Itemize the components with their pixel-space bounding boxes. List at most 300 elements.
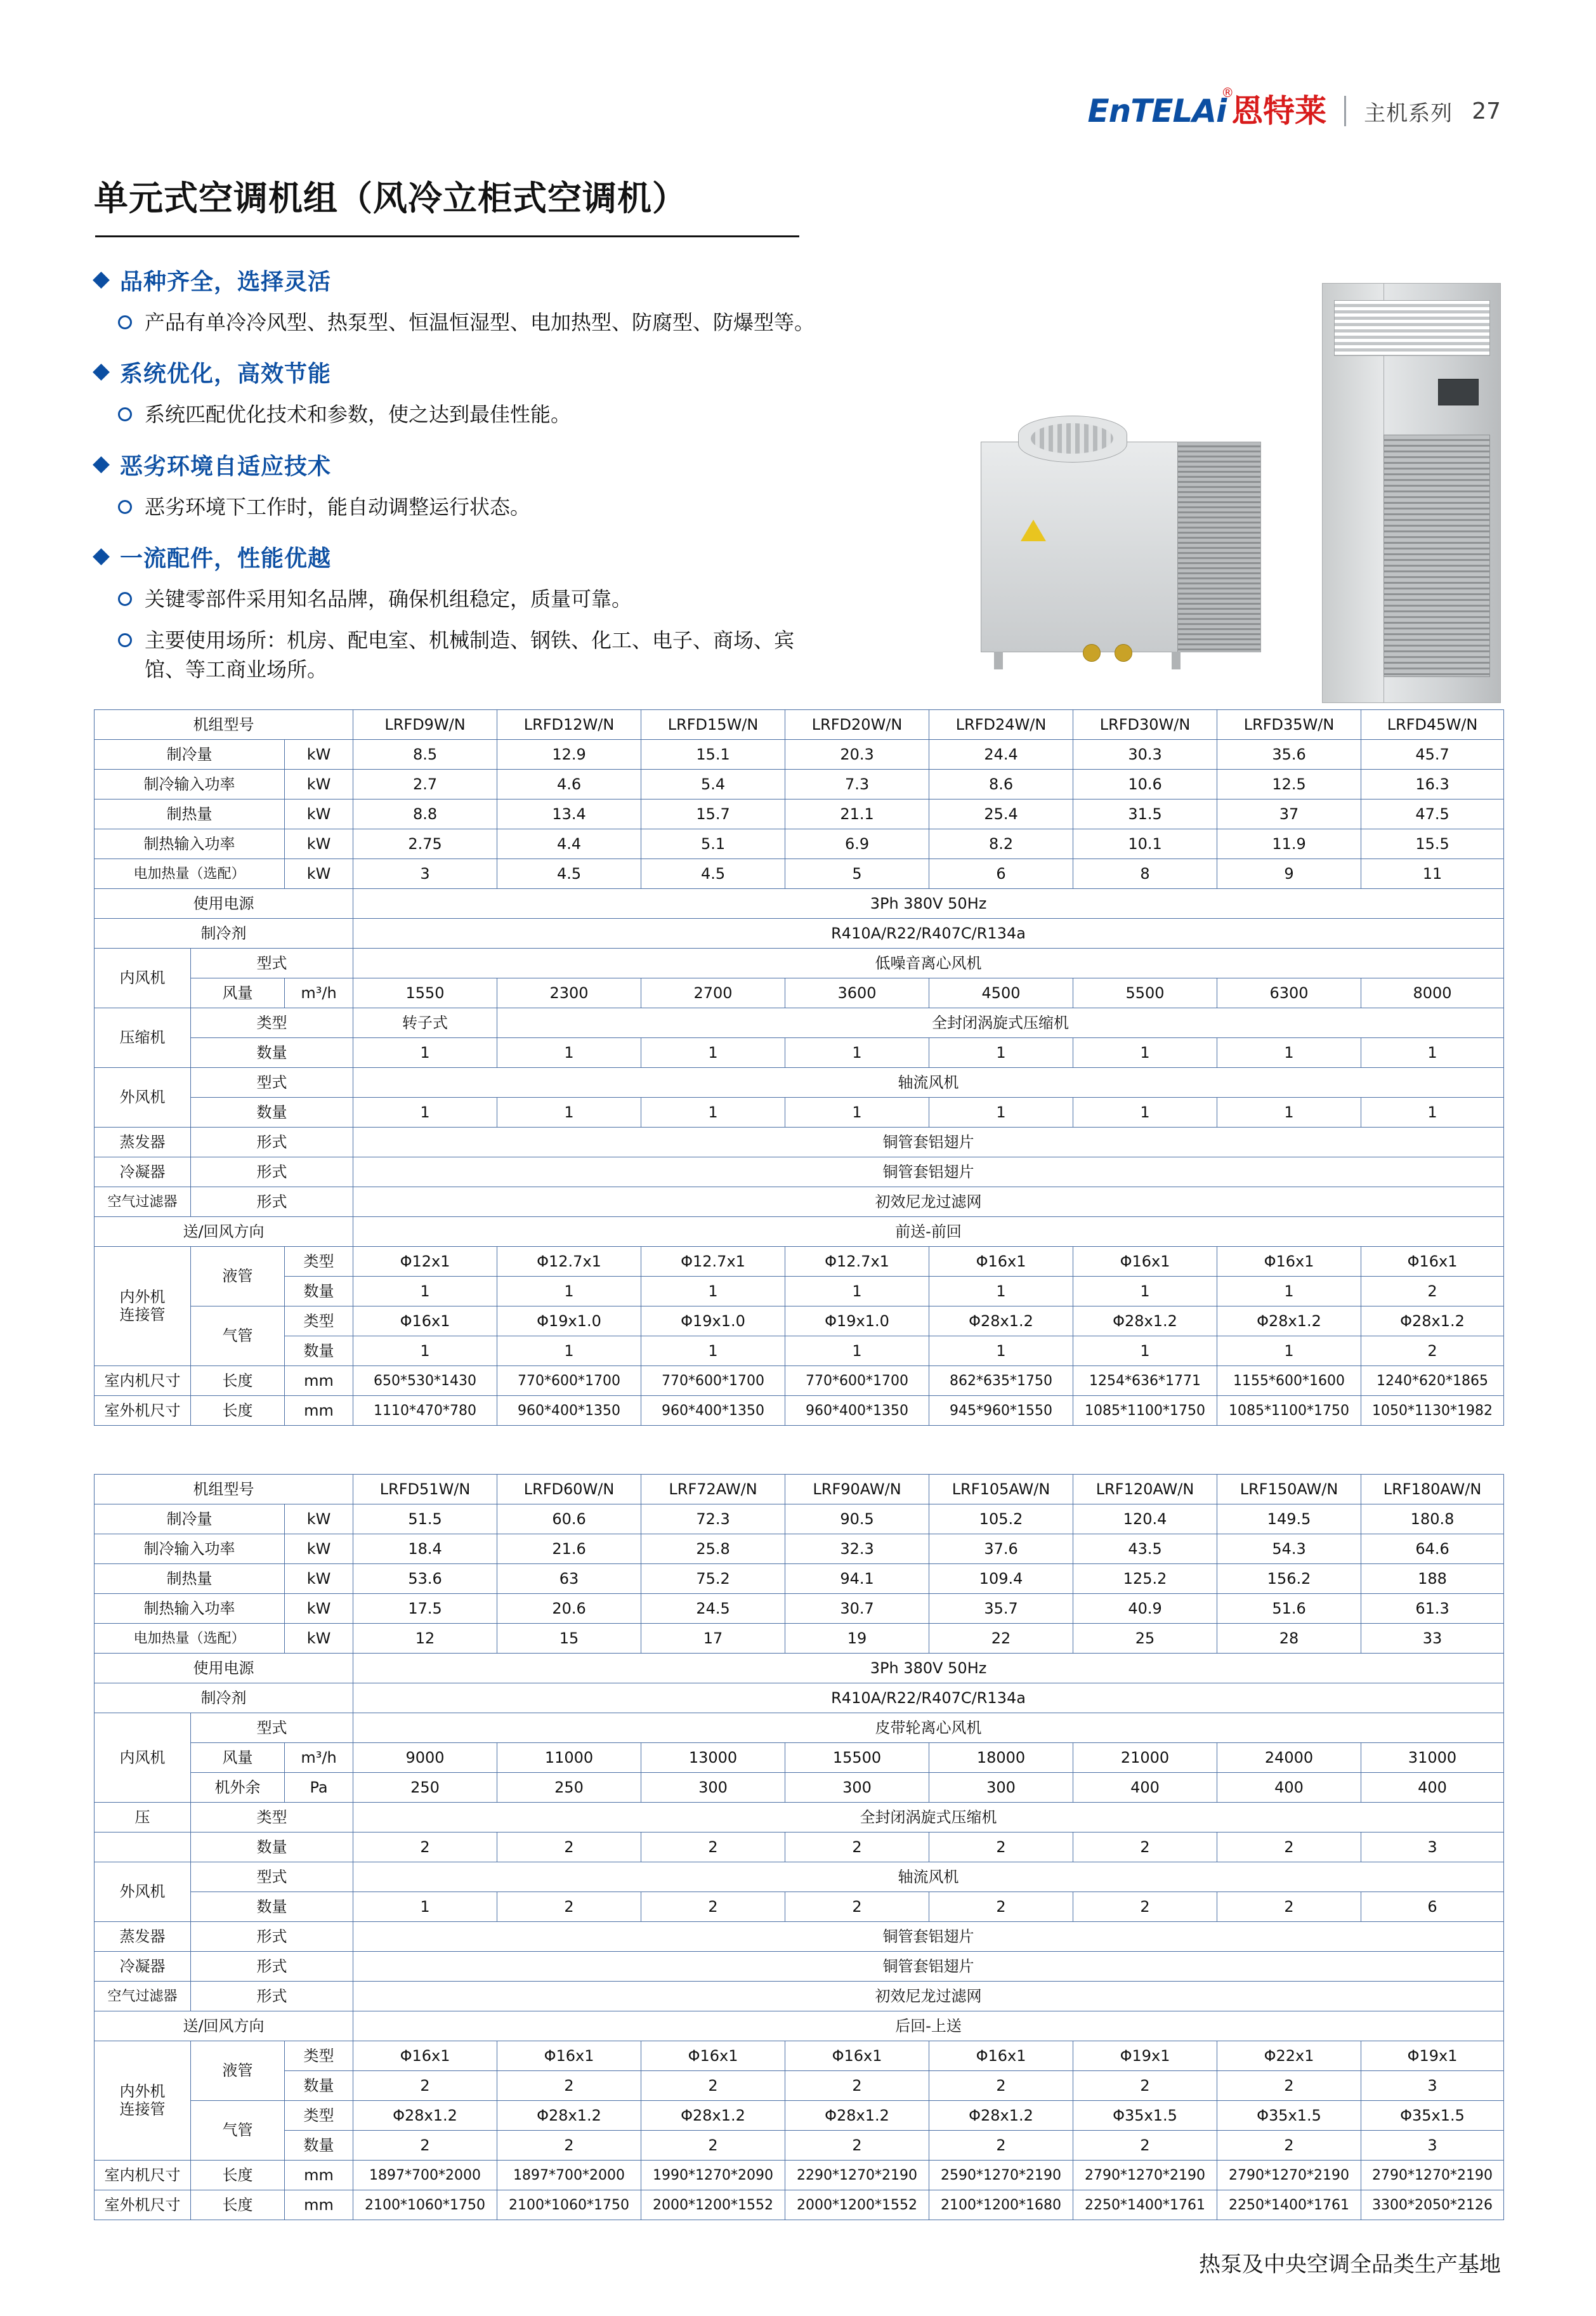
diamond-bullet-icon — [93, 548, 110, 565]
data-cell: 4.6 — [497, 770, 641, 799]
data-cell: 2 — [785, 1892, 929, 1922]
row-label: 长度 — [191, 2161, 285, 2190]
data-cell: 25.4 — [929, 799, 1073, 829]
row-unit: kW — [285, 1594, 353, 1624]
group-label: 室内机尺寸 — [95, 2161, 191, 2190]
feature-item — [118, 308, 983, 337]
table-row-gas-type — [95, 1306, 1504, 1336]
model-cell: LRFD45W/N — [1361, 710, 1504, 740]
data-cell: 2790*1270*2190 — [1217, 2161, 1361, 2190]
table-row-indoor-size — [95, 2161, 1504, 2190]
feature-item-text: 主要使用场所：机房、配电室、机械制造、钢铁、化工、电子、商场、宾馆、等工商业场所。 — [145, 628, 795, 681]
row-unit: mm — [285, 2190, 353, 2220]
table-row-condenser — [95, 1952, 1504, 1982]
feature-item-text: 关键零部件采用知名品牌，确保机组稳定，质量可靠。 — [145, 587, 632, 612]
data-cell: 1 — [641, 1038, 785, 1068]
data-cell: Φ16x1 — [641, 2041, 785, 2071]
model-cell: LRFD30W/N — [1073, 710, 1217, 740]
data-cell: 45.7 — [1361, 740, 1504, 770]
data-cell: 2 — [1361, 1336, 1504, 1366]
group-label-line2: 连接管 — [119, 1305, 166, 1324]
data-cell: 15500 — [785, 1743, 929, 1773]
row-label: 使用电源 — [95, 1654, 353, 1683]
data-cell: 105.2 — [929, 1504, 1073, 1534]
outdoor-condenser-fins — [1177, 442, 1260, 652]
indoor-unit-control-panel — [1438, 379, 1479, 405]
data-cell: 400 — [1361, 1773, 1504, 1803]
data-cell: 25 — [1073, 1624, 1217, 1654]
table-row-outdoorfan-type — [95, 1068, 1504, 1098]
data-cell: 1 — [641, 1336, 785, 1366]
data-cell: 300 — [929, 1773, 1073, 1803]
data-cell: 1 — [785, 1038, 929, 1068]
data-cell: Φ16x1 — [1073, 1247, 1217, 1277]
data-cell: Φ12x1 — [353, 1247, 497, 1277]
data-cell: 5.1 — [641, 829, 785, 859]
data-cell: 8.8 — [353, 799, 497, 829]
data-cell: 2590*1270*2190 — [929, 2161, 1073, 2190]
data-cell: 400 — [1073, 1773, 1217, 1803]
table-row-airdir — [95, 1217, 1504, 1247]
data-cell: 20.3 — [785, 740, 929, 770]
indoor-unit-louver — [1334, 300, 1490, 356]
data-cell: 2 — [1217, 2071, 1361, 2101]
table-row-refrigerant — [95, 1683, 1504, 1713]
data-cell: Φ35x1.5 — [1073, 2101, 1217, 2131]
data-cell: 15.7 — [641, 799, 785, 829]
page-number: 27 — [1472, 98, 1501, 124]
group-label-line1: 内外机 — [119, 1288, 166, 1306]
data-cell: Φ16x1 — [497, 2041, 641, 2071]
row-unit: kW — [285, 740, 353, 770]
data-cell: 1 — [497, 1277, 641, 1306]
data-cell: 8.2 — [929, 829, 1073, 859]
data-cell: 770*600*1700 — [785, 1366, 929, 1396]
data-cell: 1 — [1217, 1038, 1361, 1068]
page-title: 单元式空调机组（风冷立柜式空调机） — [94, 178, 687, 218]
data-cell: 2 — [497, 2131, 641, 2161]
data-cell: 15.5 — [1361, 829, 1504, 859]
data-cell: 11.9 — [1217, 829, 1361, 859]
data-cell: 3Ph 380V 50Hz — [353, 889, 1504, 919]
row-label: 制冷剂 — [95, 919, 353, 949]
data-cell: 2 — [1217, 1892, 1361, 1922]
row-unit: m³/h — [285, 1743, 353, 1773]
row-label: 数量 — [191, 1038, 353, 1068]
data-cell: 90.5 — [785, 1504, 929, 1534]
feature-heading-1 — [95, 264, 983, 296]
row-label: 形式 — [191, 1157, 353, 1187]
circle-bullet-icon — [118, 633, 132, 647]
feature-item-text: 恶劣环境下工作时，能自动调整运行状态。 — [145, 494, 531, 519]
data-cell: 1 — [929, 1336, 1073, 1366]
data-cell: 188 — [1361, 1564, 1504, 1594]
content-area — [0, 264, 1596, 684]
table-row — [95, 1564, 1504, 1594]
group-label: 压缩机 — [95, 1008, 191, 1068]
feature-heading-4 — [95, 541, 983, 573]
feature-item — [118, 492, 983, 522]
data-cell: 铜管套铝翅片 — [353, 1952, 1504, 1982]
data-cell: 2 — [785, 2131, 929, 2161]
data-cell: Φ22x1 — [1217, 2041, 1361, 2071]
data-cell: 2 — [929, 2131, 1073, 2161]
data-cell: Φ16x1 — [929, 1247, 1073, 1277]
data-cell: 2100*1200*1680 — [929, 2190, 1073, 2220]
data-cell: 2 — [1073, 2131, 1217, 2161]
data-cell: 12.5 — [1217, 770, 1361, 799]
table-row-compressor-type — [95, 1008, 1504, 1038]
group-label: 蒸发器 — [95, 1922, 191, 1952]
data-cell: Φ16x1 — [353, 2041, 497, 2071]
data-cell: 1990*1270*2090 — [641, 2161, 785, 2190]
table-row-compressor-qty — [95, 1038, 1504, 1068]
table-row-outdoorfan-qty — [95, 1098, 1504, 1128]
data-cell: 24000 — [1217, 1743, 1361, 1773]
data-cell: 轴流风机 — [353, 1068, 1504, 1098]
data-cell: 2 — [929, 2071, 1073, 2101]
row-label: 制冷量 — [95, 1504, 285, 1534]
data-cell: 11 — [1361, 859, 1504, 889]
row-label: 形式 — [191, 1128, 353, 1157]
circle-bullet-icon — [118, 500, 132, 514]
model-label: 机组型号 — [95, 710, 353, 740]
model-cell: LRF150AW/N — [1217, 1475, 1361, 1504]
table-row-indoorfan-type — [95, 949, 1504, 978]
row-label: 类型 — [285, 1306, 353, 1336]
model-cell: LRFD60W/N — [497, 1475, 641, 1504]
data-cell: 2 — [1361, 1277, 1504, 1306]
spec-table-1 — [94, 709, 1504, 1426]
data-cell: Φ19x1.0 — [785, 1306, 929, 1336]
table-row-gas-qty — [95, 1336, 1504, 1366]
row-label: 制热量 — [95, 1564, 285, 1594]
data-cell: 945*960*1550 — [929, 1396, 1073, 1426]
data-cell: 初效尼龙过滤网 — [353, 1187, 1504, 1217]
data-cell: 2 — [1073, 2071, 1217, 2101]
table-row-power — [95, 1654, 1504, 1683]
data-cell: 862*635*1750 — [929, 1366, 1073, 1396]
row-label: 机外余 — [191, 1773, 285, 1803]
data-cell: Φ16x1 — [1217, 1247, 1361, 1277]
feature-item — [118, 584, 983, 614]
data-cell: Φ28x1.2 — [641, 2101, 785, 2131]
data-cell: 3600 — [785, 978, 929, 1008]
data-cell: 61.3 — [1361, 1594, 1504, 1624]
data-cell: 1897*700*2000 — [353, 2161, 497, 2190]
table-row-indoorfan-type — [95, 1713, 1504, 1743]
data-cell: 2 — [1217, 1832, 1361, 1862]
model-cell: LRFD51W/N — [353, 1475, 497, 1504]
data-cell: 2 — [641, 1892, 785, 1922]
feature-list — [95, 264, 983, 684]
row-label: 类型 — [285, 1247, 353, 1277]
data-cell: 10.1 — [1073, 829, 1217, 859]
row-label: 形式 — [191, 1922, 353, 1952]
group-label-empty — [95, 1832, 191, 1862]
data-cell: 1 — [785, 1277, 929, 1306]
data-cell: 7.3 — [785, 770, 929, 799]
data-cell: 铜管套铝翅片 — [353, 1128, 1504, 1157]
table-row-liquid-type — [95, 2041, 1504, 2071]
data-cell: 1 — [497, 1336, 641, 1366]
row-label: 长度 — [191, 1366, 285, 1396]
data-cell: 1155*600*1600 — [1217, 1366, 1361, 1396]
data-cell: Φ35x1.5 — [1361, 2101, 1504, 2131]
group-label: 压 — [95, 1803, 191, 1832]
data-cell: 35.6 — [1217, 740, 1361, 770]
row-unit: kW — [285, 1504, 353, 1534]
data-cell: 初效尼龙过滤网 — [353, 1982, 1504, 2011]
data-cell: 1 — [497, 1098, 641, 1128]
subgroup-label: 液管 — [191, 2041, 285, 2101]
table-row-indoorfan-static — [95, 1773, 1504, 1803]
table-row-liquid-type — [95, 1247, 1504, 1277]
data-cell: Φ16x1 — [1361, 1247, 1504, 1277]
table-row-refrigerant — [95, 919, 1504, 949]
indoor-unit-image — [1322, 283, 1501, 703]
group-label: 冷凝器 — [95, 1157, 191, 1187]
row-label: 类型 — [285, 2101, 353, 2131]
data-cell: 铜管套铝翅片 — [353, 1157, 1504, 1187]
data-cell: 3 — [1361, 1832, 1504, 1862]
data-cell: Φ12.7x1 — [785, 1247, 929, 1277]
data-cell: 24.5 — [641, 1594, 785, 1624]
group-label-line1: 内外机 — [119, 2082, 166, 2101]
model-cell: LRF180AW/N — [1361, 1475, 1504, 1504]
data-cell: 54.3 — [1217, 1534, 1361, 1564]
data-cell: Φ12.7x1 — [641, 1247, 785, 1277]
data-cell: 2 — [1073, 1892, 1217, 1922]
data-cell: 21.6 — [497, 1534, 641, 1564]
data-cell: 2 — [929, 1892, 1073, 1922]
data-cell: 650*530*1430 — [353, 1366, 497, 1396]
data-cell: 2100*1060*1750 — [353, 2190, 497, 2220]
feature-heading-text: 恶劣环境自适应技术 — [120, 453, 332, 480]
data-cell: 2000*1200*1552 — [785, 2190, 929, 2220]
logo-chinese-text — [1221, 85, 1327, 129]
data-cell: 皮带轮离心风机 — [353, 1713, 1504, 1743]
outdoor-unit-image — [981, 442, 1261, 652]
row-label: 制冷剂 — [95, 1683, 353, 1713]
row-label: 型式 — [191, 1862, 353, 1892]
row-unit: kW — [285, 1534, 353, 1564]
subgroup-label: 液管 — [191, 1247, 285, 1306]
data-cell: 2000*1200*1552 — [641, 2190, 785, 2220]
data-cell: 2700 — [641, 978, 785, 1008]
data-cell: 轴流风机 — [353, 1862, 1504, 1892]
data-cell: 1 — [1073, 1098, 1217, 1128]
data-cell: 铜管套铝翅片 — [353, 1922, 1504, 1952]
data-cell: 2 — [497, 1892, 641, 1922]
row-label: 制热量 — [95, 799, 285, 829]
diamond-bullet-icon — [93, 272, 110, 289]
data-cell: 2 — [353, 2071, 497, 2101]
data-cell: 4.5 — [497, 859, 641, 889]
data-cell: 180.8 — [1361, 1504, 1504, 1534]
data-cell: 32.3 — [785, 1534, 929, 1564]
spec-table-2 — [94, 1474, 1504, 2220]
data-cell: 1 — [353, 1892, 497, 1922]
data-cell: 17 — [641, 1624, 785, 1654]
spec-table-2-wrap — [94, 1474, 1503, 2220]
data-cell: 37 — [1217, 799, 1361, 829]
data-cell: 25.8 — [641, 1534, 785, 1564]
data-cell: 770*600*1700 — [497, 1366, 641, 1396]
table-row — [95, 770, 1504, 799]
data-cell: 10.6 — [1073, 770, 1217, 799]
data-cell: 30.7 — [785, 1594, 929, 1624]
group-label: 空气过滤器 — [95, 1187, 191, 1217]
table-row — [95, 1504, 1504, 1534]
data-cell: 1 — [929, 1277, 1073, 1306]
table-row-outdoorfan-qty — [95, 1892, 1504, 1922]
data-cell: 15.1 — [641, 740, 785, 770]
row-label: 形式 — [191, 1952, 353, 1982]
row-label: 形式 — [191, 1982, 353, 2011]
group-label — [95, 2041, 191, 2161]
data-cell: 1085*1100*1750 — [1217, 1396, 1361, 1426]
group-label: 空气过滤器 — [95, 1982, 191, 2011]
data-cell: 6 — [929, 859, 1073, 889]
data-cell: 5 — [785, 859, 929, 889]
data-cell: 1 — [641, 1277, 785, 1306]
data-cell: 21.1 — [785, 799, 929, 829]
data-cell: 40.9 — [1073, 1594, 1217, 1624]
data-cell: 43.5 — [1073, 1534, 1217, 1564]
data-cell: 120.4 — [1073, 1504, 1217, 1534]
model-cell: LRFD20W/N — [785, 710, 929, 740]
data-cell: 2 — [785, 2071, 929, 2101]
table-row-gas-type — [95, 2101, 1504, 2131]
data-cell: 47.5 — [1361, 799, 1504, 829]
data-cell: 3300*2050*2126 — [1361, 2190, 1504, 2220]
data-cell: 2 — [497, 2071, 641, 2101]
data-cell: 125.2 — [1073, 1564, 1217, 1594]
model-cell: LRF90AW/N — [785, 1475, 929, 1504]
data-cell: 11000 — [497, 1743, 641, 1773]
service-valve-icon — [1083, 644, 1101, 662]
data-cell: 2 — [641, 2131, 785, 2161]
row-label: 型式 — [191, 1068, 353, 1098]
table-row — [95, 740, 1504, 770]
data-cell: 1 — [641, 1098, 785, 1128]
diamond-bullet-icon — [93, 364, 110, 381]
feature-item-text: 系统匹配优化技术和参数，使之达到最佳性能。 — [145, 402, 572, 427]
data-cell: 4.4 — [497, 829, 641, 859]
data-cell: 4.5 — [641, 859, 785, 889]
data-cell: 全封闭涡旋式压缩机 — [497, 1008, 1504, 1038]
row-unit: mm — [285, 1366, 353, 1396]
data-cell: R410A/R22/R407C/R134a — [353, 1683, 1504, 1713]
data-cell: 2 — [1217, 2131, 1361, 2161]
spec-table-1-wrap — [94, 709, 1503, 1426]
data-cell: Φ16x1 — [929, 2041, 1073, 2071]
row-label: 数量 — [285, 1336, 353, 1366]
data-cell: 1 — [929, 1098, 1073, 1128]
data-cell: 1085*1100*1750 — [1073, 1396, 1217, 1426]
data-cell: 31000 — [1361, 1743, 1504, 1773]
data-cell: 24.4 — [929, 740, 1073, 770]
group-label: 外风机 — [95, 1068, 191, 1128]
data-cell: Φ12.7x1 — [497, 1247, 641, 1277]
data-cell: 2100*1060*1750 — [497, 2190, 641, 2220]
table-row-outdoor-size — [95, 1396, 1504, 1426]
indoor-unit-grille — [1383, 435, 1490, 677]
circle-bullet-icon — [118, 592, 132, 606]
data-cell: 6 — [1361, 1892, 1504, 1922]
feature-heading-3 — [95, 449, 983, 481]
data-cell: 2 — [641, 2071, 785, 2101]
data-cell: 13000 — [641, 1743, 785, 1773]
header-divider — [1344, 96, 1346, 126]
data-cell: 转子式 — [353, 1008, 497, 1038]
data-cell: 20.6 — [497, 1594, 641, 1624]
table-row-filter — [95, 1187, 1504, 1217]
table-row-models — [95, 1475, 1504, 1504]
data-cell: 3 — [353, 859, 497, 889]
group-label: 室外机尺寸 — [95, 2190, 191, 2220]
data-cell: 1 — [353, 1098, 497, 1128]
row-unit: kW — [285, 859, 353, 889]
data-cell: 2 — [353, 1832, 497, 1862]
data-cell: 6.9 — [785, 829, 929, 859]
data-cell: 1050*1130*1982 — [1361, 1396, 1504, 1426]
group-label: 内风机 — [95, 949, 191, 1008]
row-label: 送/回风方向 — [95, 2011, 353, 2041]
outdoor-fan-blades — [1031, 423, 1113, 454]
circle-bullet-icon — [118, 407, 132, 421]
data-cell: 1 — [1073, 1336, 1217, 1366]
data-cell: Φ28x1.2 — [929, 1306, 1073, 1336]
group-label: 内风机 — [95, 1713, 191, 1803]
data-cell: 149.5 — [1217, 1504, 1361, 1534]
data-cell: 1550 — [353, 978, 497, 1008]
data-cell: 22 — [929, 1624, 1073, 1654]
data-cell: 1 — [1361, 1098, 1504, 1128]
data-cell: 64.6 — [1361, 1534, 1504, 1564]
registered-icon: ® — [1221, 85, 1234, 100]
table-row-gas-qty — [95, 2131, 1504, 2161]
data-cell: 53.6 — [353, 1564, 497, 1594]
data-cell: 8.5 — [353, 740, 497, 770]
row-unit: mm — [285, 1396, 353, 1426]
row-label: 型式 — [191, 949, 353, 978]
data-cell: Φ28x1.2 — [1217, 1306, 1361, 1336]
data-cell: 770*600*1700 — [641, 1366, 785, 1396]
row-label: 类型 — [191, 1803, 353, 1832]
data-cell: 17.5 — [353, 1594, 497, 1624]
group-label-line2: 连接管 — [119, 2100, 166, 2118]
data-cell: 75.2 — [641, 1564, 785, 1594]
table-row-evaporator — [95, 1922, 1504, 1952]
table-row — [95, 1534, 1504, 1564]
row-label: 数量 — [285, 2131, 353, 2161]
row-label: 制冷输入功率 — [95, 1534, 285, 1564]
data-cell: 960*400*1350 — [497, 1396, 641, 1426]
data-cell: 1240*620*1865 — [1361, 1366, 1504, 1396]
data-cell: 低噪音离心风机 — [353, 949, 1504, 978]
data-cell: 1897*700*2000 — [497, 2161, 641, 2190]
data-cell: 35.7 — [929, 1594, 1073, 1624]
table-row — [95, 1594, 1504, 1624]
data-cell: 后回-上送 — [353, 2011, 1504, 2041]
data-cell: 1254*636*1771 — [1073, 1366, 1217, 1396]
row-label: 数量 — [285, 1277, 353, 1306]
data-cell: 1 — [1073, 1277, 1217, 1306]
table-row-indoorfan-flow — [95, 1743, 1504, 1773]
data-cell: 9000 — [353, 1743, 497, 1773]
